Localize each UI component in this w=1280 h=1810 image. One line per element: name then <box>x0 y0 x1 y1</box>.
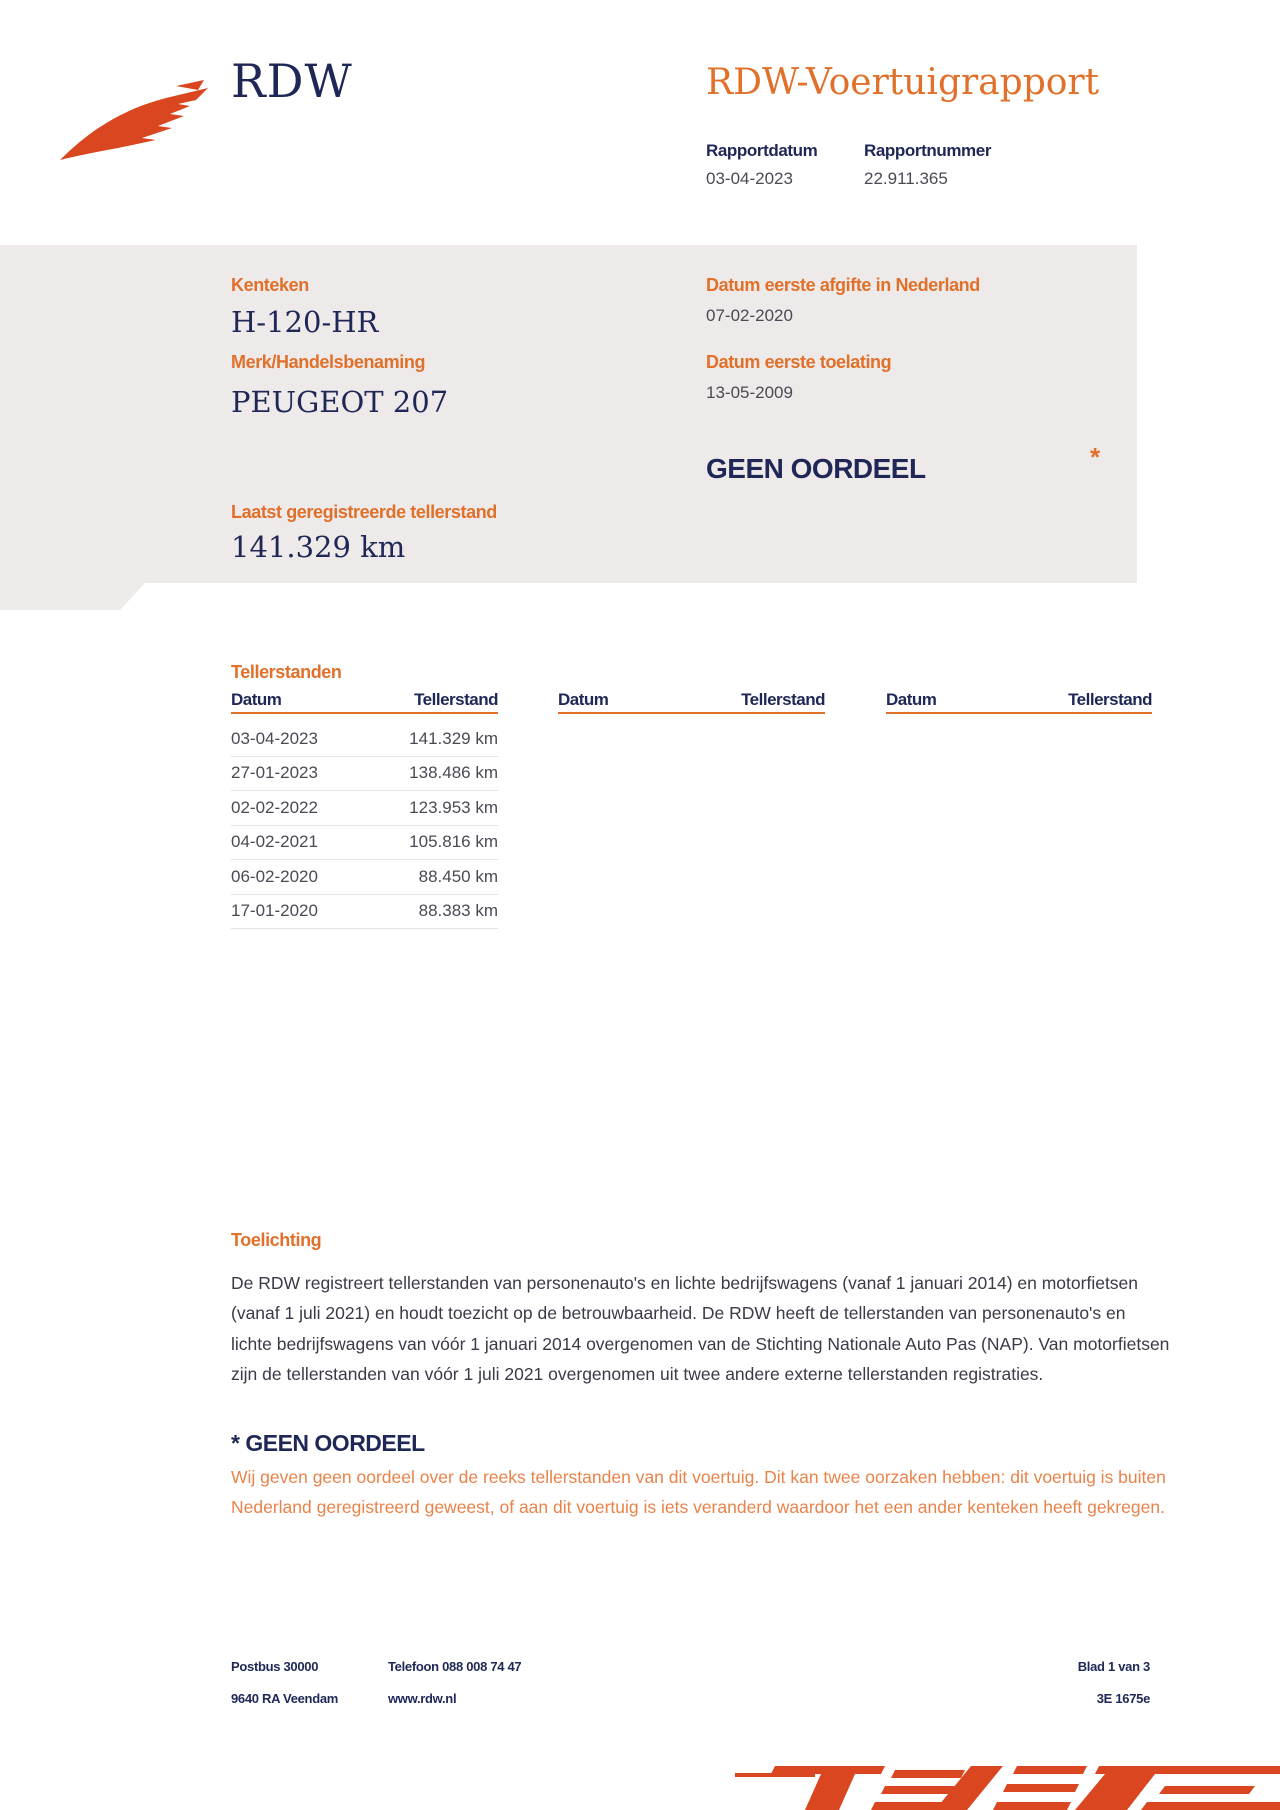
row-reading: 105.816 km <box>409 832 498 852</box>
footer-doc-code: 3E 1675e <box>1096 1691 1150 1706</box>
table-row <box>231 895 498 930</box>
report-date-label: Rapportdatum <box>706 141 818 160</box>
report-number-label: Rapportnummer <box>864 141 992 160</box>
verdict-star-icon: * <box>1090 442 1101 472</box>
footer-stripes-icon <box>735 1758 1280 1810</box>
footer-page-number: Blad 1 van 3 <box>1077 1659 1150 1674</box>
row-date: 17-01-2020 <box>231 901 318 921</box>
row-date: 03-04-2023 <box>231 728 318 748</box>
footer-postbus: Postbus 30000 <box>231 1659 319 1674</box>
first-admission-label: Datum eerste toelating <box>706 352 892 372</box>
header-underline <box>558 712 825 714</box>
footer-website[interactable]: www.rdw.nl <box>388 1691 457 1706</box>
report-date: 03-04-2023 <box>706 169 793 188</box>
col-header-date: Datum <box>886 690 937 709</box>
brand-name: PEUGEOT 207 <box>231 385 449 419</box>
row-reading: 88.383 km <box>418 901 498 921</box>
verdict: GEEN OORDEEL <box>706 453 926 484</box>
col-header-reading: Tellerstand <box>1068 690 1152 709</box>
plate-label: Kenteken <box>231 275 309 295</box>
odometer-table <box>231 722 498 929</box>
table-row <box>231 826 498 861</box>
odometer-section-title: Tellerstanden <box>231 662 342 682</box>
panel-tail-slant <box>120 583 145 610</box>
row-reading: 123.953 km <box>409 797 498 817</box>
footer-phone: Telefoon 088 008 74 47 <box>388 1659 522 1674</box>
last-odometer-label: Laatst geregistreerde tellerstand <box>231 502 497 522</box>
report-title: RDW-Voertuigrapport <box>706 62 1100 103</box>
explanation-title: Toelichting <box>231 1230 322 1250</box>
rdw-logo-icon <box>58 80 208 162</box>
verdict-heading: * GEEN OORDEEL <box>231 1430 425 1456</box>
col-header-date: Datum <box>558 690 609 709</box>
logo-text: RDW <box>231 54 353 108</box>
col-header-reading: Tellerstand <box>414 690 498 709</box>
first-nl-label: Datum eerste afgifte in Nederland <box>706 275 980 295</box>
table-row <box>231 722 498 757</box>
row-reading: 138.486 km <box>409 763 498 783</box>
row-date: 02-02-2022 <box>231 797 318 817</box>
odometer-col-group-3 <box>886 690 1152 714</box>
first-nl-date: 07-02-2020 <box>706 306 793 325</box>
explanation-body: De RDW registreert tellerstanden van personenauto's en lichte bedrijfswagens (vanaf 1 januari 2014) en motorfietsen (vanaf 1 juli 2021) en houdt toezicht op de betrouwbaarheid. De RDW heeft de tellerstanden van personenauto's en lichte bedrijfswagens van vóór 1 januari 2014 overgenomen van de Stichting Nationale Auto Pas (NAP). Van motorfietsen zijn de tellerstanden van vóór 1 juli 2021 overgenomen uit twee andere externe tellerstanden registraties. <box>231 1273 1170 1385</box>
row-reading: 141.329 km <box>409 728 498 748</box>
first-admission-date: 13-05-2009 <box>706 383 793 402</box>
odometer-col-group-1 <box>231 690 498 714</box>
verdict-explanation: Wij geven geen oordeel over de reeks tellerstanden van dit voertuig. Dit kan twee oorzaken hebben: dit voertuig is buiten Nederland geregistreerd geweest, of aan dit voertuig is iets veranderd waardoor het een ander kenteken heeft gekregen. <box>231 1467 1166 1518</box>
row-reading: 88.450 km <box>418 866 498 886</box>
last-odometer-value: 141.329 km <box>231 530 406 564</box>
odometer-col-group-2 <box>558 690 825 714</box>
brand-label: Merk/Handelsbenaming <box>231 352 426 372</box>
header-underline <box>231 712 498 714</box>
table-row <box>231 791 498 826</box>
col-header-reading: Tellerstand <box>741 690 825 709</box>
col-header-date: Datum <box>231 690 282 709</box>
row-date: 04-02-2021 <box>231 832 318 852</box>
table-row <box>231 757 498 792</box>
plate-number: H-120-HR <box>231 305 379 339</box>
row-date: 27-01-2023 <box>231 763 318 783</box>
row-date: 06-02-2020 <box>231 866 318 886</box>
header-underline <box>886 712 1152 714</box>
table-row <box>231 860 498 895</box>
footer-address: 9640 RA Veendam <box>231 1691 339 1706</box>
report-number: 22.911.365 <box>864 169 948 188</box>
panel-tail <box>0 583 120 610</box>
